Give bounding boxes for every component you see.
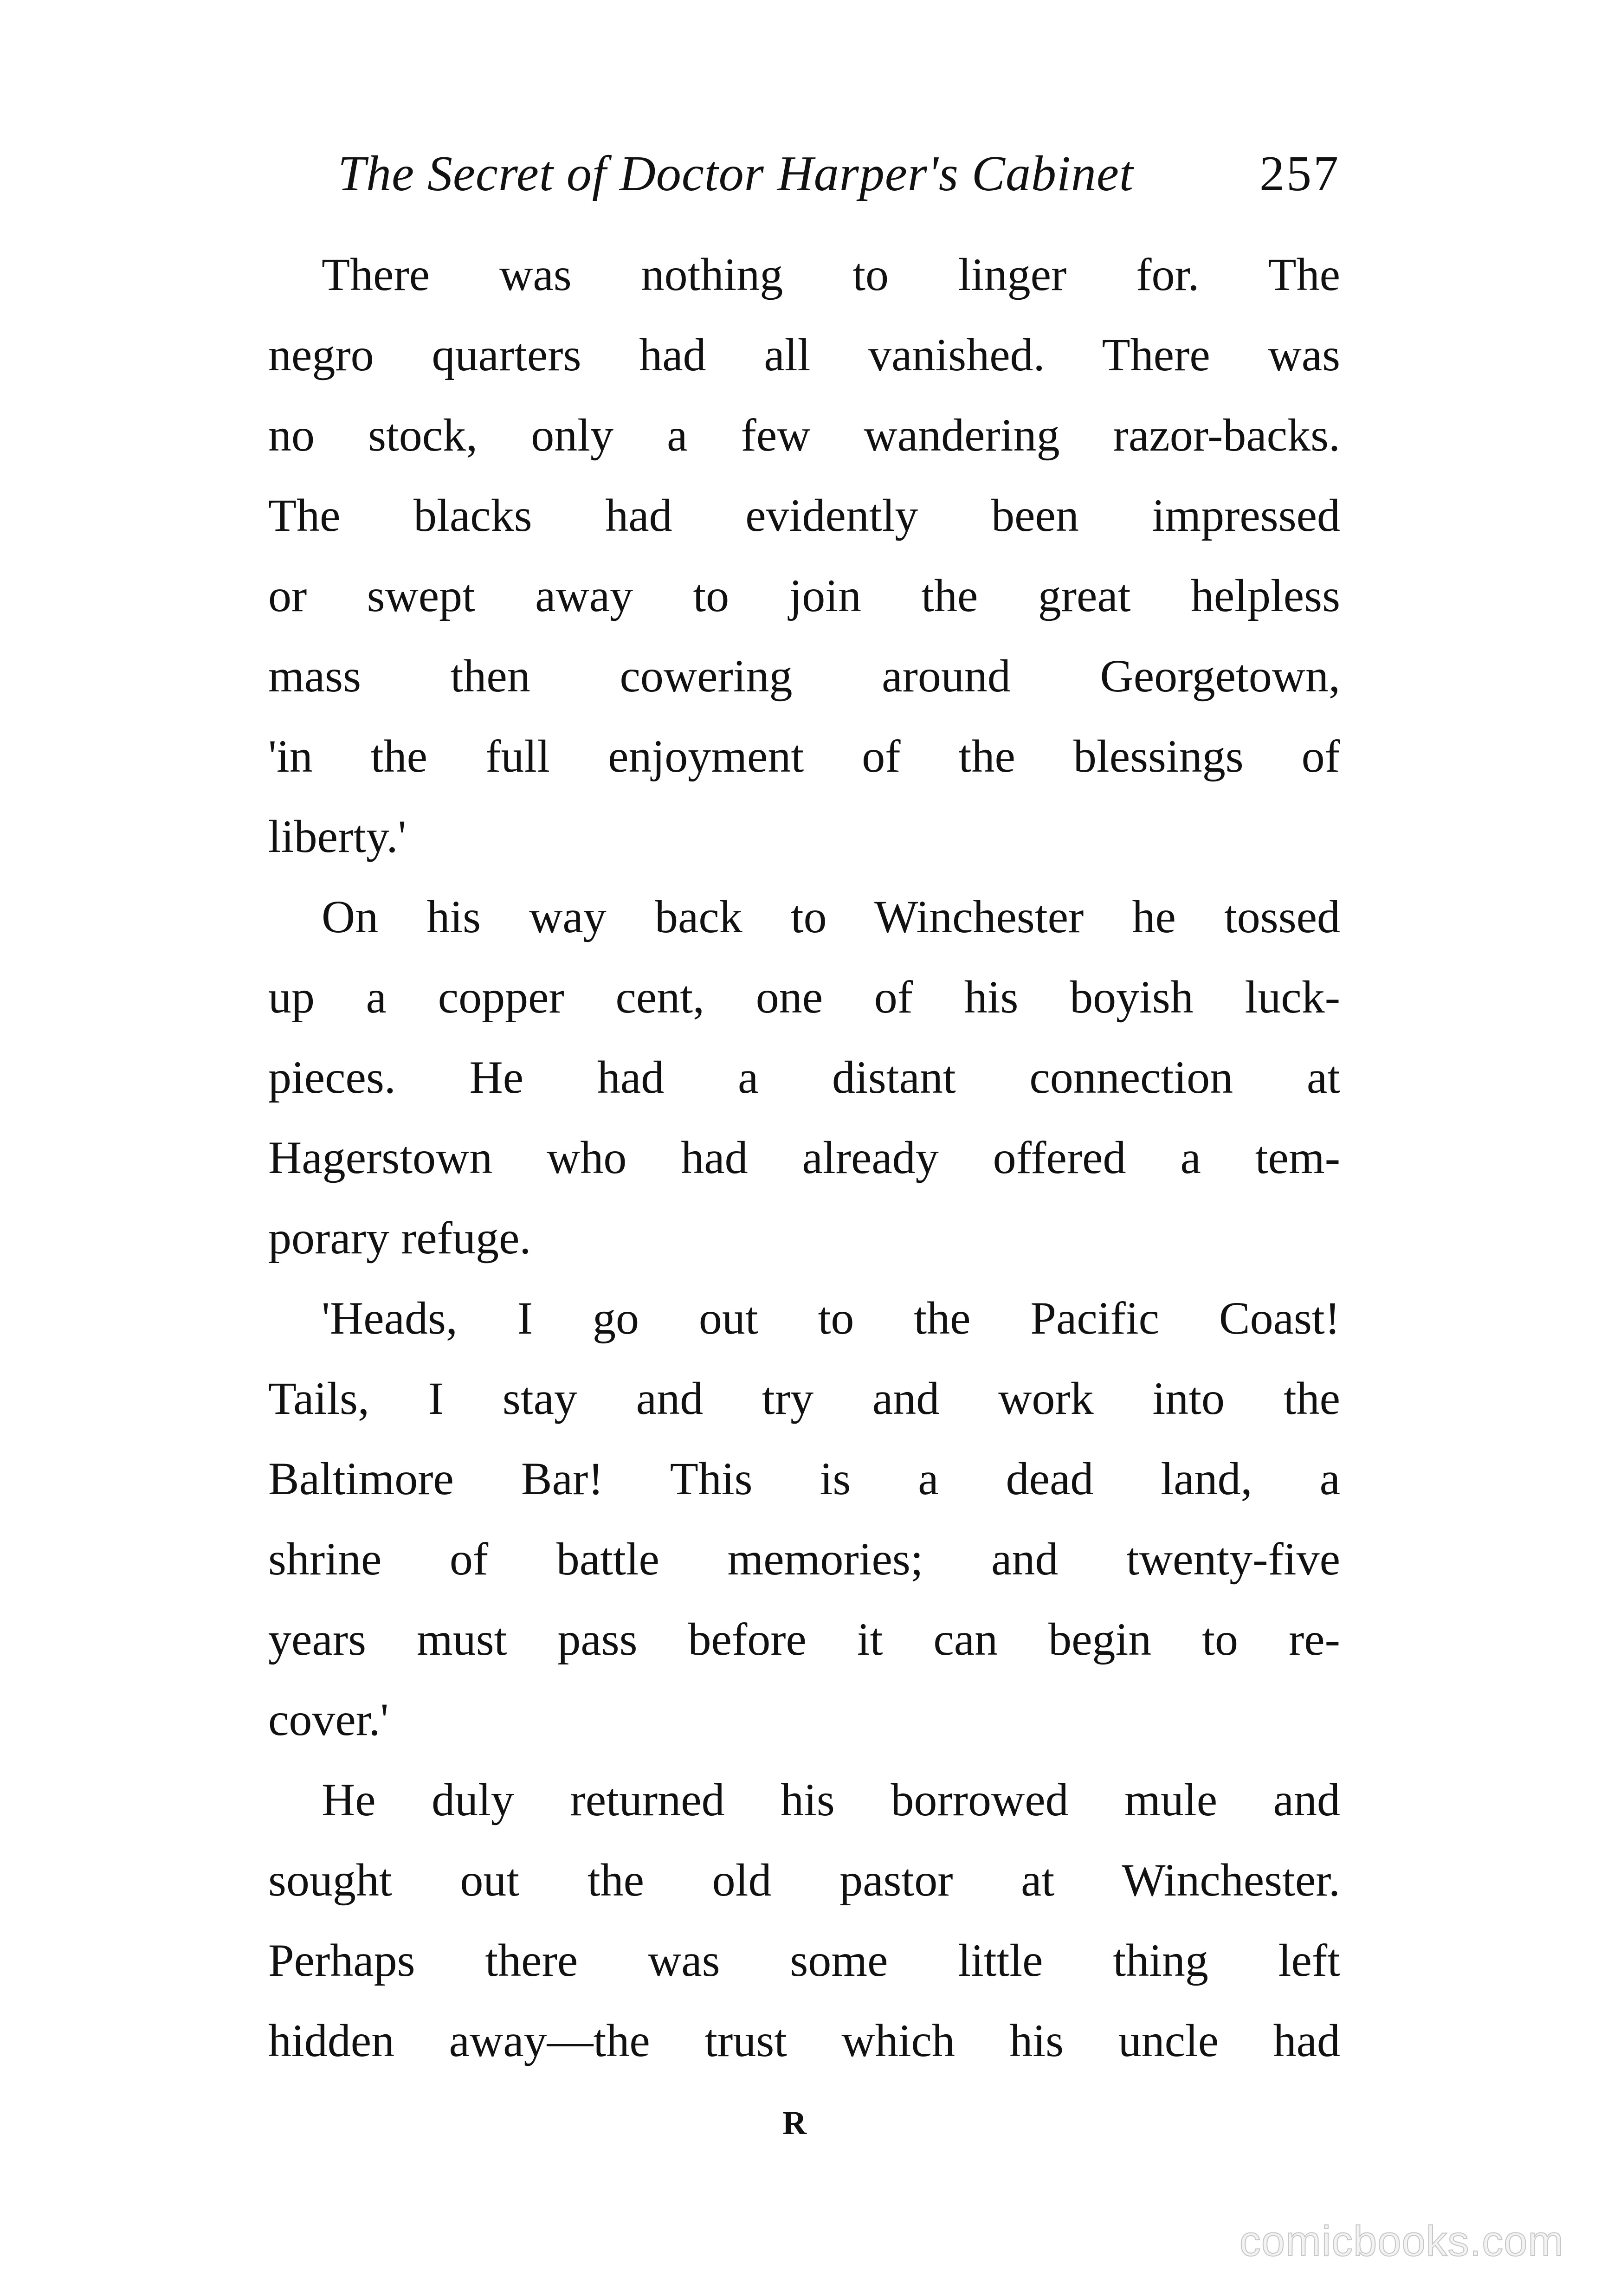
text-line: Hagerstown who had already offered a tem-	[268, 1132, 1340, 1183]
text-line: or swept away to join the great helpless	[268, 570, 1340, 621]
text-line: shrine of battle memories; and twenty-five	[268, 1533, 1340, 1585]
text-line: 'in the full enjoyment of the blessings of	[268, 730, 1340, 782]
text-line: no stock, only a few wandering razor-backs.	[268, 409, 1340, 461]
running-title: The Secret of Doctor Harper's Cabinet	[338, 146, 1134, 201]
text-line: He duly returned his borrowed mule and	[322, 1774, 1340, 1825]
text-line: pieces. He had a distant connection at	[268, 1051, 1340, 1103]
watermark: comicbooks.com	[1239, 2218, 1564, 2265]
text-line: The blacks had evidently been impressed	[268, 490, 1340, 541]
text-line: hidden away—the trust which his uncle had	[268, 2015, 1340, 2066]
signature-mark: R	[782, 2104, 807, 2141]
page-number: 257	[1259, 146, 1340, 201]
text-line: Perhaps there was some little thing left	[268, 1935, 1340, 1986]
text-line: 'Heads, I go out to the Pacific Coast!	[322, 1292, 1340, 1344]
text-line: sought out the old pastor at Winchester.	[268, 1854, 1340, 1906]
text-line: porary refuge.	[268, 1212, 531, 1264]
text-line: On his way back to Winchester he tossed	[322, 891, 1340, 942]
text-line: Baltimore Bar! This is a dead land, a	[268, 1453, 1340, 1504]
text-line: up a copper cent, one of his boyish luck-	[268, 971, 1340, 1023]
text-line: cover.'	[268, 1694, 389, 1745]
text-line: liberty.'	[268, 811, 407, 862]
text-line: mass then cowering around Georgetown,	[268, 650, 1340, 702]
text-line: Tails, I stay and try and work into the	[268, 1373, 1340, 1424]
text-line: negro quarters had all vanished. There was	[268, 329, 1340, 381]
running-header	[268, 139, 1340, 209]
body-text	[268, 234, 1340, 2081]
text-line: There was nothing to linger for. The	[322, 249, 1340, 300]
text-line: years must pass before it can begin to re-	[268, 1613, 1340, 1665]
